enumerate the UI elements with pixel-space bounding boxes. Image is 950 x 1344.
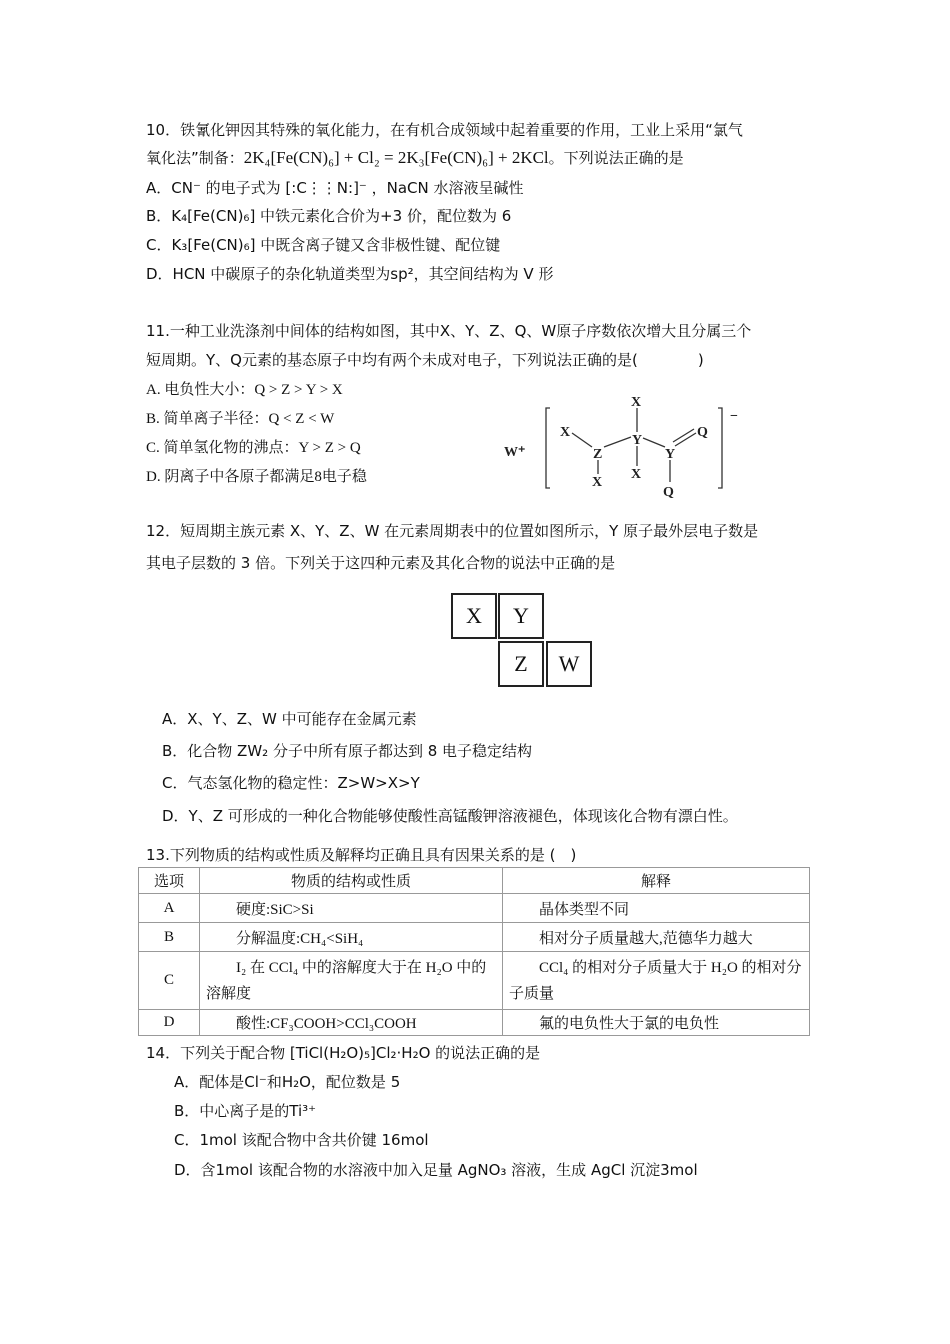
q11-stem-line1: 11.一种工业洗涤剂中间体的结构如图，其中X、Y、Z、Q、W原子序数依次增大且分属三个: [146, 322, 752, 340]
q11-charge: −: [730, 409, 738, 424]
q11-atom-q2: Q: [663, 485, 674, 500]
q10-stem-suffix: 。下列说法正确的是: [548, 149, 684, 167]
q11-option-a: A. 电负性大小：Q > Z > Y > X: [146, 382, 343, 398]
table-cell: 晶体类型不同: [503, 894, 810, 923]
q11-atom-x2: X: [592, 475, 603, 490]
q11-option-b: B. 简单离子半径：Q < Z < W: [146, 411, 335, 427]
q11-bond-x1-z: [572, 433, 592, 447]
q12-cell-w: W: [546, 641, 592, 687]
q11-structure-diagram: [500, 388, 740, 500]
table-row: [139, 952, 810, 1010]
table-cell: I₂ 在 CCl₄ 中的溶解度大于在 H₂O 中的溶解度: [200, 952, 503, 1010]
q11-bracket-right: [718, 408, 722, 488]
q11-bond-z-y1: [604, 437, 631, 447]
q10-option-c: C．K₃[Fe(CN)₆] 中既含离子键又含非极性键、配位键: [146, 236, 501, 254]
q12-cell-y: Y: [498, 593, 544, 639]
table-header-cell: 物质的结构或性质: [200, 868, 503, 894]
table-cell: C: [139, 952, 200, 1010]
q12-stem-line1: 12．短周期主族元素 X、Y、Z、W 在元素周期表中的位置如图所示，Y 原子最外层电子数是: [146, 522, 759, 540]
q12-cell-z: Z: [498, 641, 544, 687]
q10-equation: 2K₄[Fe(CN)₆] + Cl₂ = 2K₃[Fe(CN)₆] + 2KCl: [243, 148, 549, 167]
table-cell: A: [139, 894, 200, 923]
q10-option-d: D．HCN 中碳原子的杂化轨道类型为sp²，其空间结构为 V 形: [146, 265, 554, 283]
q11-atom-x4: X: [631, 467, 642, 482]
table-row: [139, 923, 810, 952]
q10-option-b: B．K₄[Fe(CN)₆] 中铁元素化合价为+3 价，配位数为 6: [146, 207, 512, 225]
table-row: [139, 1010, 810, 1036]
q14-option-b: B．中心离子是的Ti³⁺: [174, 1102, 317, 1120]
table-header-row: [139, 868, 810, 894]
q11-option-c: C. 简单氢化物的沸点：Y > Z > Q: [146, 440, 361, 456]
q11-cation: W⁺: [504, 445, 526, 460]
q11-option-d: D. 阴离子中各原子都满足8电子稳: [146, 469, 367, 485]
q11-atom-z: Z: [593, 447, 603, 462]
q14-stem: 14．下列关于配合物 [TiCl(H₂O)₅]Cl₂·H₂O 的说法正确的是: [146, 1044, 541, 1062]
q11-atom-y1: Y: [632, 433, 643, 448]
table-cell: 酸性:CF₃COOH>CCl₃COOH: [200, 1010, 503, 1036]
table-header-cell: 解释: [503, 868, 810, 894]
q11-atom-x3: X: [631, 395, 642, 410]
table-cell: 硬度:SiC>Si: [200, 894, 503, 923]
q11-atom-y2: Y: [665, 447, 676, 462]
q12-option-b: B．化合物 ZW₂ 分子中所有原子都达到 8 电子稳定结构: [162, 742, 533, 760]
q11-stem-line2: 短周期。Y、Q元素的基态原子中均有两个未成对电子，下列说法正确的是( ): [146, 351, 704, 369]
q11-bond-y1-y2: [643, 438, 665, 447]
table-row: [139, 894, 810, 923]
q14-option-a: A．配体是Cl⁻和H₂O，配位数是 5: [174, 1073, 401, 1091]
q10-stem-prefix: 氧化法”制备：: [146, 149, 244, 167]
q12-option-d: D．Y、Z 可形成的一种化合物能够使酸性高锰酸钾溶液褪色，体现该化合物有漂白性。: [162, 807, 738, 825]
q11-atom-x1: X: [560, 425, 571, 440]
q11-bracket-left: [546, 408, 550, 488]
q14-option-d: D．含1mol 该配合物的水溶液中加入足量 AgNO₃ 溶液，生成 AgCl 沉淀3mol: [174, 1161, 698, 1179]
q12-cell-x: X: [451, 593, 497, 639]
table-header-cell: 选项: [139, 868, 200, 894]
table-cell: 分解温度:CH₄<SiH₄: [200, 923, 503, 952]
table-cell: 氟的电负性大于氯的电负性: [503, 1010, 810, 1036]
q12-option-a: A．X、Y、Z、W 中可能存在金属元素: [162, 710, 417, 728]
q13-table: [138, 867, 810, 1036]
q10-stem-line2: [146, 148, 684, 168]
q12-option-c: C．气态氢化物的稳定性：Z>W>X>Y: [162, 774, 420, 792]
q10-option-a: A．CN⁻ 的电子式为 [:C⋮⋮N:]⁻ ，NaCN 水溶液呈碱性: [146, 179, 524, 197]
q14-option-c: C．1mol 该配合物中含共价键 16mol: [174, 1131, 429, 1149]
table-cell: D: [139, 1010, 200, 1036]
table-cell: CCl₄ 的相对分子质量大于 H₂O 的相对分子质量: [503, 952, 810, 1010]
q11-atom-q1: Q: [697, 425, 708, 440]
q10-stem-line1: 10．铁氰化钾因其特殊的氧化能力，在有机合成领域中起着重要的作用，工业上采用“氯气: [146, 121, 743, 139]
table-cell: B: [139, 923, 200, 952]
table-cell: 相对分子质量越大,范德华力越大: [503, 923, 810, 952]
q13-stem: 13.下列物质的结构或性质及解释均正确且具有因果关系的是 ( ): [146, 846, 577, 864]
q12-stem-line2: 其电子层数的 3 倍。下列关于这四种元素及其化合物的说法中正确的是: [146, 554, 616, 572]
